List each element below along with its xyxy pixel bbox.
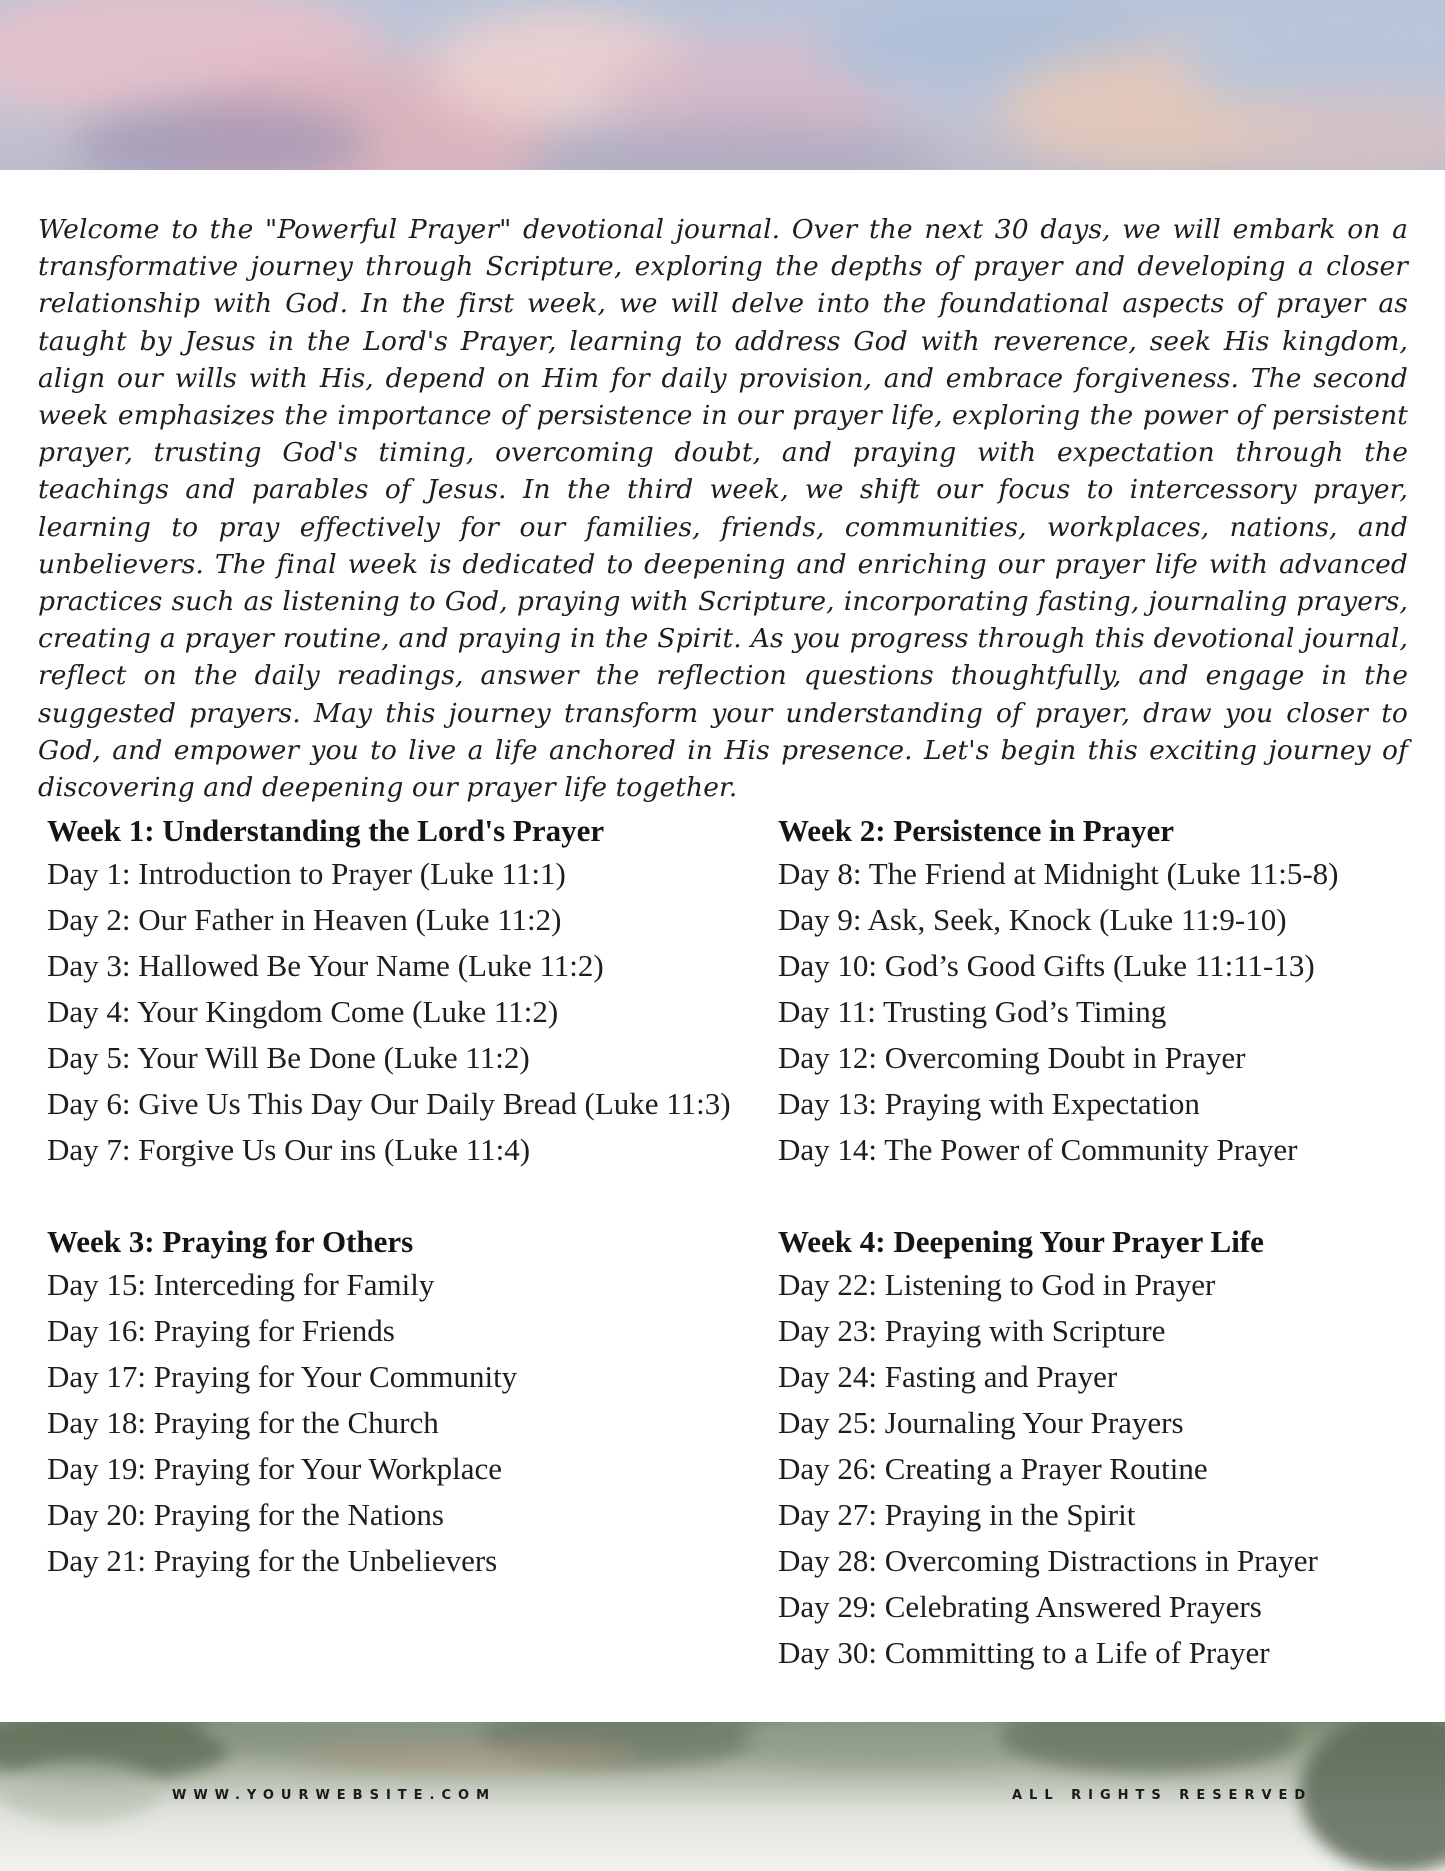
footer-rights-text: ALL RIGHTS RESERVED [1012,1788,1313,1803]
day-item: Day 10: God’s Good Gifts (Luke 11:11-13) [778,948,1315,983]
day-item: Day 5: Your Will Be Done (Luke 11:2) [47,1040,530,1075]
week-4-day-list [778,1262,1388,1676]
day-item: Day 26: Creating a Prayer Routine [778,1451,1208,1486]
week-2-heading: Week 2: Persistence in Prayer [778,813,1174,848]
day-item: Day 24: Fasting and Prayer [778,1359,1118,1394]
day-item: Day 2: Our Father in Heaven (Luke 11:2) [47,902,562,937]
footer-website-text: WWW.YOURWEBSITE.COM [172,1788,497,1803]
day-item: Day 7: Forgive Us Our ins (Luke 11:4) [47,1132,531,1167]
week-4-heading: Week 4: Deepening Your Prayer Life [778,1224,1264,1259]
day-item: Day 6: Give Us This Day Our Daily Bread (Luke 11:3) [47,1086,731,1121]
day-item: Day 1: Introduction to Prayer (Luke 11:1) [47,856,566,891]
week-3-heading: Week 3: Praying for Others [47,1224,414,1259]
week-1-heading: Week 1: Understanding the Lord's Prayer [47,813,605,848]
day-item: Day 23: Praying with Scripture [778,1313,1166,1348]
day-item: Day 14: The Power of Community Prayer [778,1132,1298,1167]
week-3-day-list [47,1262,737,1584]
footer-landscape-image [0,1722,1445,1871]
day-item: Day 21: Praying for the Unbelievers [47,1543,498,1578]
day-item: Day 17: Praying for Your Community [47,1359,518,1394]
day-item: Day 12: Overcoming Doubt in Prayer [778,1040,1246,1075]
week-1-section [47,811,737,1173]
header-sky-image [0,0,1445,170]
week-1-day-list [47,851,737,1173]
day-item: Day 20: Praying for the Nations [47,1497,444,1532]
day-item: Day 29: Celebrating Answered Prayers [778,1589,1262,1624]
week-3-section [47,1222,737,1584]
day-item: Day 11: Trusting God’s Timing [778,994,1167,1029]
day-item: Day 22: Listening to God in Prayer [778,1267,1216,1302]
day-item: Day 30: Committing to a Life of Prayer [778,1635,1270,1670]
day-item: Day 8: The Friend at Midnight (Luke 11:5-8) [778,856,1339,891]
day-item: Day 13: Praying with Expectation [778,1086,1200,1121]
day-item: Day 4: Your Kingdom Come (Luke 11:2) [47,994,559,1029]
week-2-day-list [778,851,1388,1173]
day-item: Day 15: Interceding for Family [47,1267,435,1302]
day-item: Day 28: Overcoming Distractions in Prayer [778,1543,1318,1578]
day-item: Day 27: Praying in the Spirit [778,1497,1136,1532]
day-item: Day 3: Hallowed Be Your Name (Luke 11:2) [47,948,604,983]
day-item: Day 25: Journaling Your Prayers [778,1405,1184,1440]
day-item: Day 9: Ask, Seek, Knock (Luke 11:9-10) [778,902,1287,937]
week-4-section [778,1222,1388,1676]
day-item: Day 16: Praying for Friends [47,1313,395,1348]
week-2-section [778,811,1388,1173]
intro-paragraph: Welcome to the "Powerful Prayer" devotional journal. Over the next 30 days, we will embark on a transformative journey through Scripture, exploring the depths of prayer and developing a closer relationship with God. In the first week, we will delve into the foundational aspects of prayer as taught by Jesus in the Lord's Prayer, learning to address God with reverence, seek His kingdom, align our wills with His, depend on Him for daily provision, and embrace forgiveness. The second week emphasizes the importance of persistence in our prayer life, exploring the power of persistent prayer, trusting God's timing, overcoming doubt, and praying with expectation through the teachings and parables of Jesus. In the third week, we shift our focus to intercessory prayer, learning to pray effectively for our families, friends, communities, workplaces, nations, and unbelievers. The final week is dedicated to deepening and enriching our prayer life with advanced practices such as listening to God, praying with Scripture, incorporating fasting, journaling prayers, creating a prayer routine, and praying in the Spirit. As you progress through this devotional journal, reflect on the daily readings, answer the reflection questions thoughtfully, and engage in the suggested prayers. May this journey transform your understanding of prayer, draw you closer to God, and empower you to live a life anchored in His presence. Let's begin this exciting journey of discovering and deepening our prayer life together. [38,214,1408,804]
day-item: Day 19: Praying for Your Workplace [47,1451,502,1486]
day-item: Day 18: Praying for the Church [47,1405,439,1440]
